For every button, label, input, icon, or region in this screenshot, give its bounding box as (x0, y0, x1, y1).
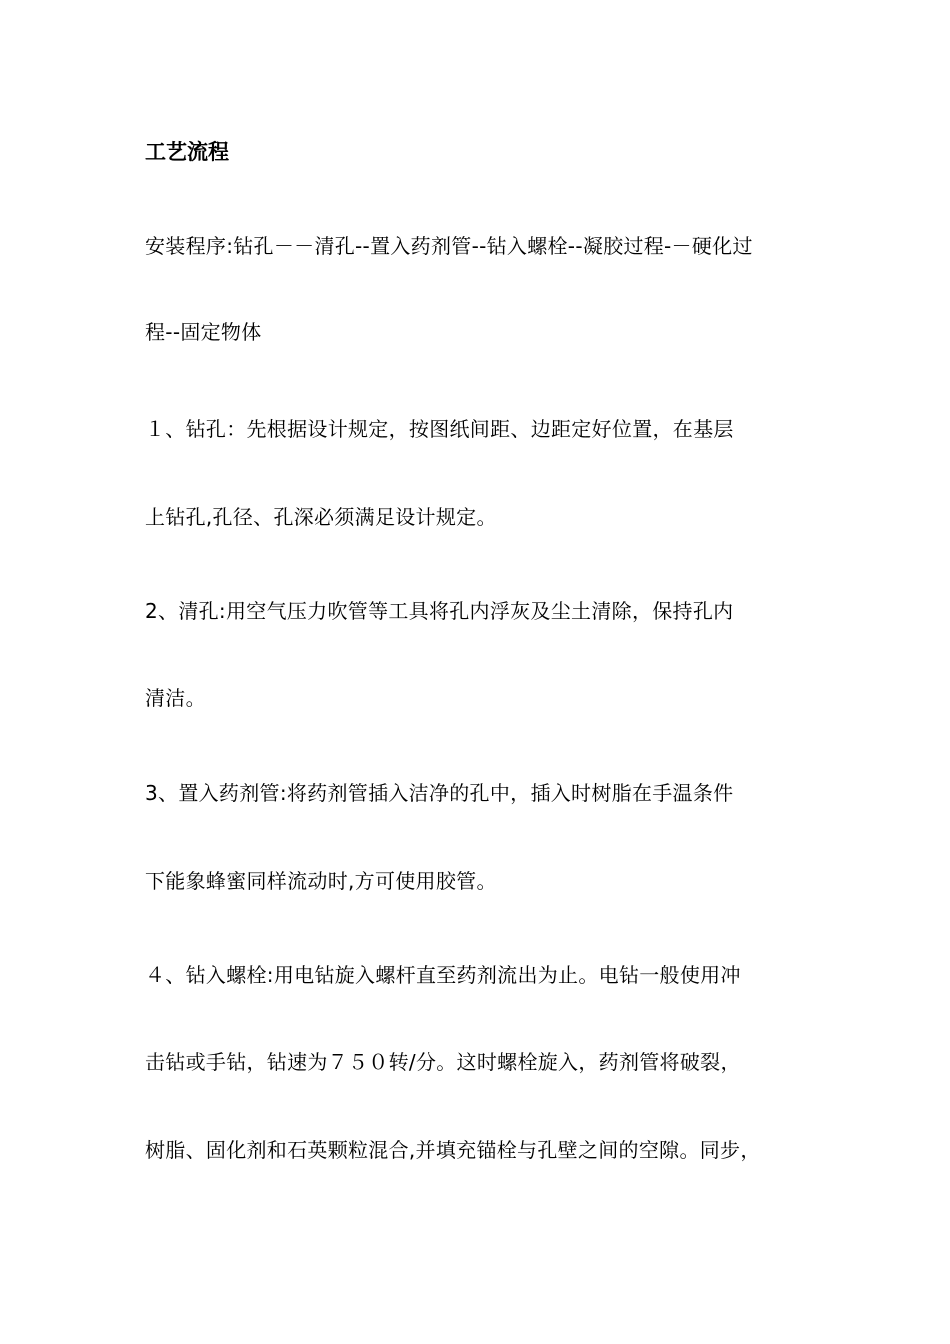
paragraph-line: 3、置入药剂管:将药剂管插入洁净的孔中，插入时树脂在手温条件 (145, 781, 734, 805)
paragraph-line: 安装程序:钻孔－－清孔--置入药剂管--钻入螺栓--凝胶过程-－硬化过 (145, 234, 753, 258)
paragraph-line: 清洁。 (145, 686, 206, 710)
paragraph-line: 上钻孔,孔径、孔深必须满足设计规定。 (145, 505, 497, 529)
paragraph-line: 击钻或手钻，钻速为７５０转/分。这时螺栓旋入，药剂管将破裂， (145, 1050, 741, 1074)
paragraph-line: 下能象蜂蜜同样流动时,方可使用胶管。 (145, 869, 497, 893)
document-title: 工艺流程 (145, 140, 229, 164)
paragraph-line: 程--固定物体 (145, 320, 262, 344)
paragraph-line: ４、钻入螺栓:用电钻旋入螺杆直至药剂流出为止。电钻一般使用冲 (145, 963, 741, 987)
paragraph-line: １、钻孔：先根据设计规定，按图纸间距、边距定好位置，在基层 (145, 417, 734, 441)
paragraph-line: 2、清孔:用空气压力吹管等工具将孔内浮灰及尘土清除，保持孔内 (145, 599, 734, 623)
paragraph-line: 树脂、固化剂和石英颗粒混合,并填充锚栓与孔壁之间的空隙。同步， (145, 1138, 761, 1162)
